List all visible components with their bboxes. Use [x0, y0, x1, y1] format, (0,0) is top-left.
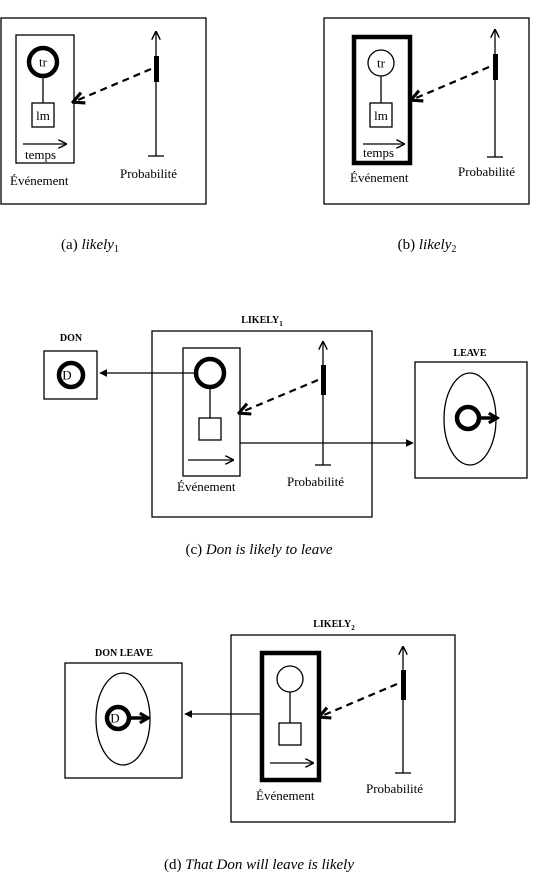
panel-d-title: $LIKELY_2$ [313, 619, 355, 632]
panel-d-don-leave-d-label: D [110, 710, 120, 726]
panel-a-evenement-label: Événement [10, 173, 69, 188]
panel-d-don-leave-title: DON LEAVE [95, 648, 153, 659]
panel-c-evenement-label: Événement [177, 479, 236, 494]
panel-a-probabilite-label: Probabilité [120, 166, 178, 181]
panel-c-leave-title: LEAVE [453, 348, 487, 359]
panel-d-evenement-label: Événement [256, 788, 315, 803]
panel-b-lm-label: lm [374, 108, 388, 123]
panel-a-dashed-arrow [78, 69, 151, 100]
panel-d-caption: (d) That Don will leave is likely [164, 857, 354, 873]
panel-a [1, 18, 206, 255]
panel-b-dashed-arrow [416, 67, 489, 98]
panel-a-caption: (a) likely$_1$ [61, 237, 119, 255]
panel-c-don-title: DON [59, 333, 83, 344]
panel-b-temps-label: temps [363, 145, 395, 160]
panel-c-dashed-arrow [244, 380, 318, 411]
panel-c-landmark-box [199, 418, 221, 440]
panel-d-trajector-circle [277, 666, 303, 692]
panel-d-dashed-arrow [324, 684, 397, 715]
panel-c-probabilite-label: Probabilité [287, 474, 345, 489]
panel-d-probabilite-label: Probabilité [366, 781, 424, 796]
panel-b-probabilite-label: Probabilité [458, 164, 516, 179]
panel-c-don-d-label: D [62, 367, 72, 383]
panel-b-tr-label: tr [377, 55, 385, 71]
panel-a-temps-label: temps [25, 147, 57, 162]
panel-b-caption: (b) likely$_2$ [397, 237, 457, 255]
panel-a-probability-marker [154, 56, 159, 82]
panel-c-probability-marker [321, 365, 326, 395]
panel-c-title: $LIKELY_1$ [241, 315, 283, 328]
panel-d-landmark-box [279, 723, 301, 745]
panel-d-probability-marker [401, 670, 406, 700]
panel-b-evenement-label: Événement [350, 170, 409, 185]
panel-c [44, 315, 527, 558]
panel-a-tr-label: tr [39, 54, 47, 70]
panel-b [324, 18, 529, 255]
panel-d [65, 619, 455, 873]
panel-c-leave-circle [457, 407, 479, 429]
panel-a-lm-label: lm [36, 108, 50, 123]
panel-c-trajector-circle [196, 359, 224, 387]
panel-b-probability-marker [493, 54, 498, 80]
panel-c-caption: (c) Don is likely to leave [185, 542, 333, 558]
